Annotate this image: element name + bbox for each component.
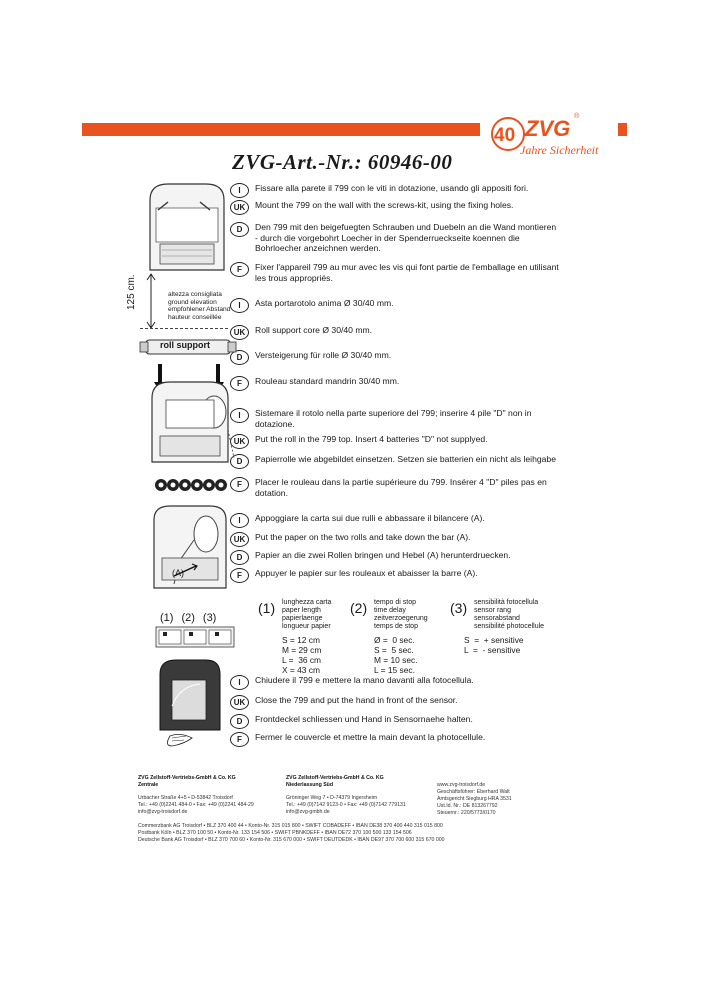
instruction-row (230, 732, 485, 747)
instruction-text: Papierrolle wie abgebildet einsetzen. Setzen sie batterien ein nicht als leihgabe (255, 454, 556, 464)
instruction-text: Rouleau standard mandrin 30/40 mm. (255, 376, 400, 386)
switch-numbers: (1) (2) (3) (160, 612, 217, 624)
language-badge: F (230, 376, 249, 391)
zvg-logo (480, 108, 620, 168)
instruction-row (230, 675, 474, 690)
instruction-text: Fixer l'appareil 799 au mur avec les vis qui font partie de l'emballage en utilisant les trous appropriés. (255, 262, 559, 283)
language-badge: I (230, 408, 249, 423)
instruction-text: Versteigerung für rolle Ø 30/40 mm. (255, 350, 392, 360)
svg-text:®: ® (574, 113, 580, 120)
parameter-number: (1) (258, 600, 276, 616)
parameter-labels: lunghezza carta paper length papierlaenge longueur papier (282, 599, 332, 630)
logo-tagline: Jahre Sicherheit (520, 143, 599, 157)
roll-support-label: roll support (160, 340, 210, 350)
dispenser-closed-illustration (150, 656, 230, 756)
instruction-row (230, 350, 391, 365)
parameter-labels: tempo di stop time delay zeitverzoegerung temps de stop (374, 599, 428, 630)
footer-col-1: ZVG Zellstoff-Vertriebs-GmbH & Co. KG Zentrale Urbacher Straße 4+5 • D-53842 Troisdorf Tel.: +49 (0)2241 484-0 • Fax: +49 (0)2241 484-29 info@zvg-troisdorf.de (138, 775, 254, 815)
footer-col-3: www.zvg-troisdorf.de Geschäftsführer: Eberhard Walt Amtsgericht Siegburg HRA 3531 Ust.Id. Nr.: DE 813267792 Steuernr.: 220/5773/0170 (437, 782, 512, 816)
switch-panel-illustration (155, 626, 235, 653)
instruction-row (230, 183, 528, 198)
floor-line (140, 328, 228, 329)
language-badge: I (230, 298, 249, 313)
language-badge: F (230, 262, 249, 277)
footer-col-2: ZVG Zellstoff-Vertriebs-GmbH & Co. KG Niederlassung Süd Gröninger Weg 7 • D-74379 Ingersheim Tel.: +49 (0)7142 9123-0 • Fax: +49 (0)7142 779131 info@zvg-gmbh.de (286, 775, 406, 815)
language-badge: I (230, 675, 249, 690)
instruction-text: Asta portarotolo anima Ø 30/40 mm. (255, 298, 394, 308)
instruction-row (230, 513, 485, 528)
language-badge: D (230, 550, 249, 565)
language-badge: UK (230, 532, 249, 547)
instruction-row (230, 454, 556, 469)
instruction-text: Roll support core Ø 30/40 mm. (255, 325, 373, 335)
height-dimension-value: 125 cm. (126, 274, 137, 310)
logo-brand: ZVG (525, 116, 571, 141)
instruction-row (230, 434, 488, 449)
language-badge: I (230, 513, 249, 528)
parameter-values: Ø = 0 sec. S = 5 sec. M = 10 sec. L = 15 sec. (374, 635, 418, 675)
language-badge: D (230, 714, 249, 729)
parameter-labels: sensibilità fotocellula sensor rang sensorabstand sensibilité photocellule (474, 599, 545, 630)
instruction-text: Put the paper on the two rolls and take down the bar (A). (255, 532, 471, 542)
instruction-row (230, 262, 560, 283)
language-badge: D (230, 222, 249, 237)
instruction-row (230, 477, 560, 498)
paper-threading-illustration (144, 500, 239, 600)
instruction-row (230, 325, 372, 340)
language-badge: D (230, 454, 249, 469)
roll-insert-illustration (140, 358, 240, 473)
parameter-number: (2) (350, 600, 368, 616)
footer-banks: Commerzbank AG Troisdorf • BLZ 370 400 44 • Konto-Nr. 315 015 800 • SWIFT COBADEFF • IBAN DE38 370 400 440 315 015 800 Postbank Köln • BLZ 370 100 50 • Konto-Nr. 133 154 506 • SWIFT PBNKDEFF • IBAN DE72 370 100 500 133 154 506 Deutsche Bank AG Troisdorf • BLZ 370 700 60 • Konto-Nr. 315 670 000 • SWIFT DEUTDEDK • IBAN DE97 370 700 600 315 670 000 (138, 823, 445, 843)
instruction-text: Placer le rouleau dans la partie supérieure du 799. Insérer 4 "D" piles pas en dotation. (255, 477, 547, 498)
language-badge: UK (230, 200, 249, 215)
height-labels: altezza consigliata ground elevation empfohlener Abstand hauteur conseillée (168, 291, 231, 321)
instruction-text: Close the 799 and put the hand in front of the sensor. (255, 695, 458, 705)
instruction-text: Chiudere il 799 e mettere la mano davanti alla fotocellula. (255, 675, 474, 685)
instruction-row (230, 695, 458, 710)
parameter-number: (3) (450, 600, 468, 616)
parameter-values: S = 12 cm M = 29 cm L = 36 cm X = 43 cm (282, 635, 322, 675)
instruction-row (230, 568, 478, 583)
lever-label: (A) (172, 568, 184, 578)
instruction-text: Mount the 799 on the wall with the screws-kit, using the fixing holes. (255, 200, 514, 210)
instruction-row (230, 200, 513, 215)
language-badge: UK (230, 325, 249, 340)
instruction-row (230, 408, 560, 429)
instruction-row (230, 376, 399, 391)
height-dimension-arrow (145, 272, 157, 335)
instruction-text: Appuyer le papier sur les rouleaux et abaisser la barre (A). (255, 568, 478, 578)
instruction-text: Frontdeckel schliessen und Hand in Sensornaehe halten. (255, 714, 473, 724)
instruction-row (230, 222, 560, 254)
instruction-text: Put the roll in the 799 top. Insert 4 batteries "D" not supplyed. (255, 434, 488, 444)
language-badge: F (230, 568, 249, 583)
instruction-text: Sistemare il rotolo nella parte superiore del 799; inserire 4 pile "D" non in dotazione. (255, 408, 532, 429)
batteries-illustration (154, 478, 234, 497)
language-badge: UK (230, 434, 249, 449)
language-badge: UK (230, 695, 249, 710)
instruction-text: Appoggiare la carta sui due rulli e abbassare il bilancere (A). (255, 513, 485, 523)
language-badge: I (230, 183, 249, 198)
language-badge: D (230, 350, 249, 365)
language-badge: F (230, 732, 249, 747)
instruction-text: Fissare alla parete il 799 con le viti in dotazione, usando gli appositi fori. (255, 183, 529, 193)
parameter-values: S = + sensitive L = - sensitive (464, 635, 524, 655)
instruction-row (230, 550, 511, 565)
dispenser-open-illustration (140, 180, 235, 285)
logo-number: 40 (494, 125, 516, 146)
instruction-row (230, 714, 473, 729)
instruction-text: Fermer le couvercle et mettre la main devant la photocellule. (255, 732, 486, 742)
instruction-text: Den 799 mit den beigefuegten Schrauben und Duebeln an die Wand montieren - durch die vorgebohrt Loecher in der Spenderrueckseite koennen die Bohrloecher anzeichnen werden. (255, 222, 557, 253)
instruction-row (230, 532, 470, 547)
instruction-text: Papier an die zwei Rollen bringen und Hebel (A) herunterdruecken. (255, 550, 511, 560)
language-badge: F (230, 477, 249, 492)
page-title: ZVG-Art.-Nr.: 60946-00 (232, 150, 453, 174)
instruction-row (230, 298, 394, 313)
